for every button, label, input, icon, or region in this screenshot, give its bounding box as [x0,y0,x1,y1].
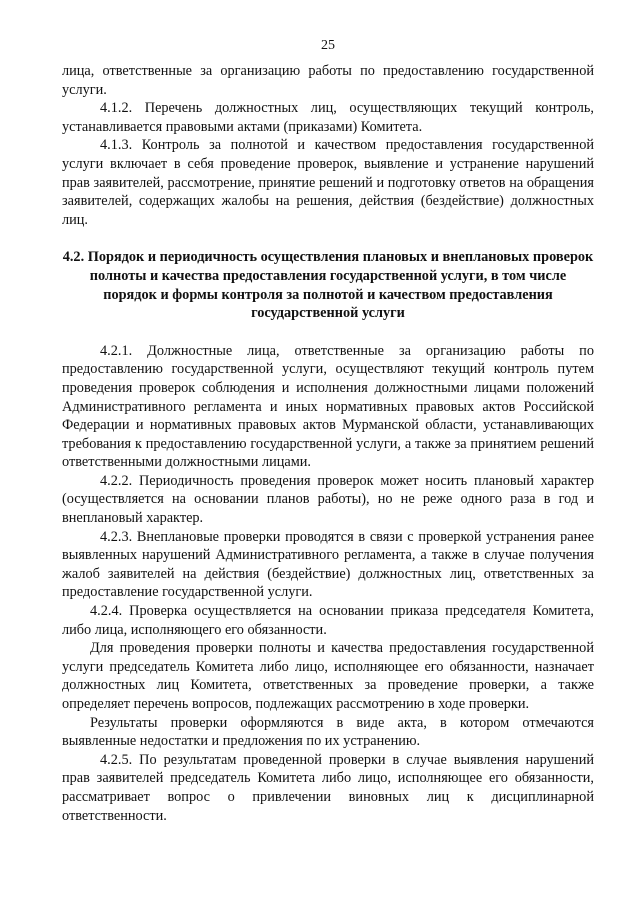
paragraph-4-2-1: 4.2.1. Должностные лица, ответственные за организацию работы по предоставлению государственной услуги, осуществляют текущий контроль путем проведения проверок соблюдения и исполнения должностными лицами положений Административного регламента и иных нормативных правовых актов Российской Федерации и нормативных правовых актов Мурманской области, устанавливающих требования к предоставлению государственной услуги, а также за принятием решений ответственными должностными лицами. [62,342,594,471]
paragraph-4-2-4: 4.2.4. Проверка осуществляется на основании приказа председателя Комитета, либо лица, исполняющего его обязанности. [62,603,594,638]
paragraph-continuation: лица, ответственные за организацию работы по предоставлению государственной услуги. [62,63,594,98]
paragraph-4-1-2: 4.1.2. Перечень должностных лиц, осуществляющих текущий контроль, устанавливается правовыми актами (приказами) Комитета. [62,100,594,135]
document-page [62,38,594,825]
paragraph-inspection-results: Результаты проверки оформляются в виде акта, в котором отмечаются выявленные недостатки и предложения по их устранению. [62,714,594,750]
spacer [62,229,594,248]
paragraph-inspection-assignment: Для проведения проверки полноты и качества предоставления государственной услуги председатель Комитета либо лицо, исполняющее его обязанности, назначает должностных лиц Комитета, ответственных за проведение проверки, а также определяет перечень вопросов, подлежащих рассмотрению в ходе проверки. [62,640,594,712]
spacer [62,323,594,342]
section-heading-4-2: 4.2. Порядок и периодичность осуществления плановых и внеплановых проверок полноты и качества предоставления государственной услуги, в том числе порядок и формы контроля за полнотой и качеством предоставления государственной услуги [62,249,594,322]
paragraph-4-2-3: 4.2.3. Внеплановые проверки проводятся в связи с проверкой устранения ранее выявленных нарушений Административного регламента, а также в случае получения жалоб заявителей на действия (бездействие) должностных лиц, ответственных за предоставление государственной услуги. [62,528,594,601]
page-number: 25 [321,38,335,53]
paragraph-4-2-5: 4.2.5. По результатам проведенной проверки в случае выявления нарушений прав заявителей председатель Комитета либо лицо, исполняющее его обязанности, рассматривает вопрос о привлечении виновных лиц к дисциплинарной ответственности. [62,751,594,824]
paragraph-4-1-3: 4.1.3. Контроль за полнотой и качеством предоставления государственной услуги включает в себя проведение проверок, выявление и устранение нарушений прав заявителей, рассмотрение, принятие решений и подготовку ответов на обращения заявителей, содержащих жалобы на решения, действия (бездействие) должностных лиц. [62,137,594,228]
paragraph-4-2-2: 4.2.2. Периодичность проведения проверок может носить плановый характер (осуществляется на основании планов работы), но не реже одного раза в год и внеплановый характер. [62,472,594,527]
